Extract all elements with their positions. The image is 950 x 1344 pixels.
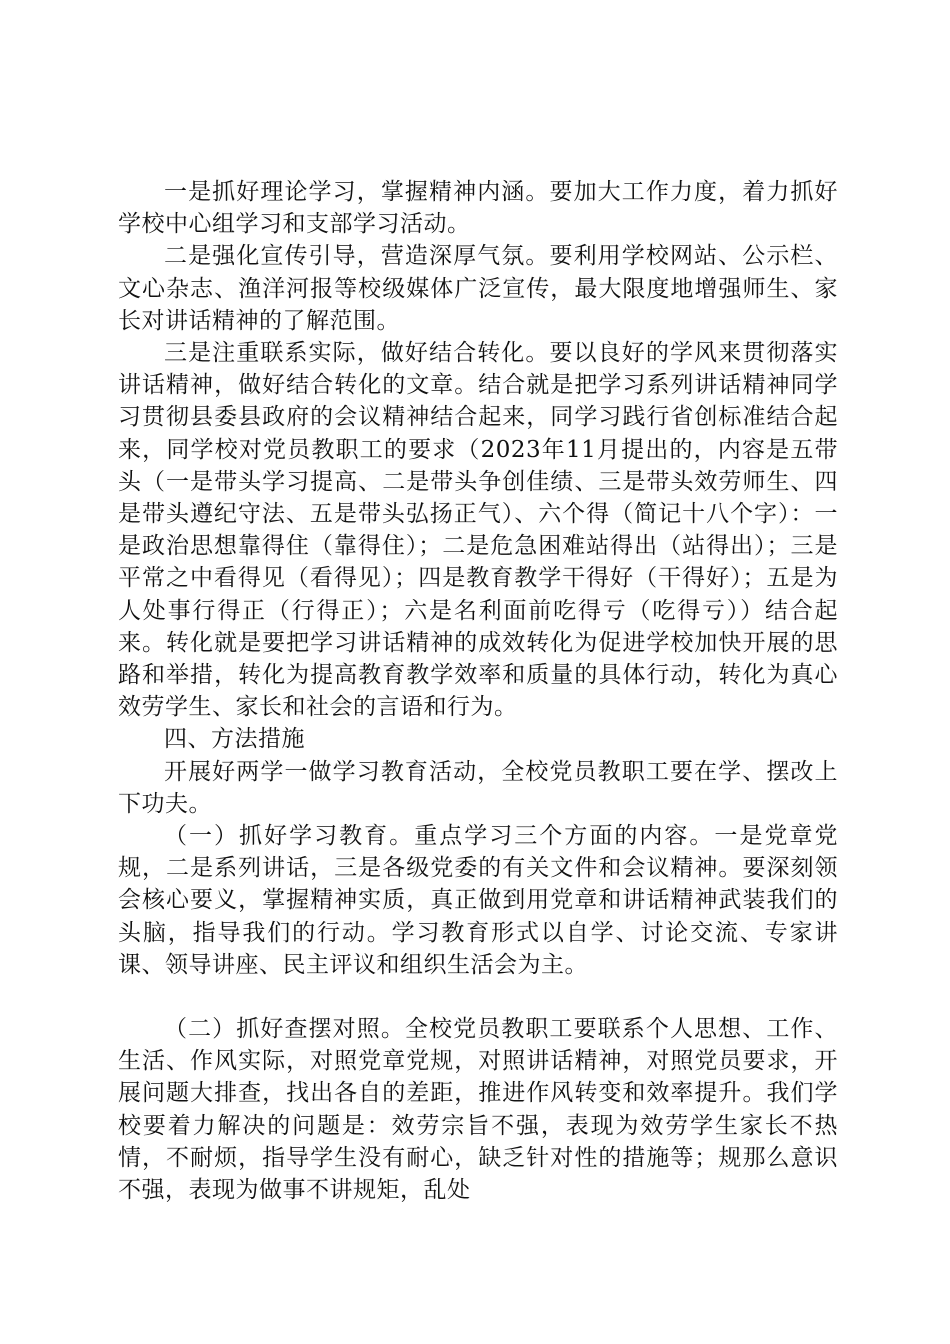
paragraph-study-education: （一）抓好学习教育。重点学习三个方面的内容。一是党章党规，二是系列讲话，三是各级党委的有关文件和会议精神。要深刻领会核心要义，掌握精神实质，真正做到用党章和讲话精神武装我们的头脑，指导我们的行动。学习教育形式以自学、讨论交流、专家讲课、领导讲座、民主评议和组织生活会为主。 — [118, 823, 838, 978]
document-body — [118, 176, 838, 1206]
paragraph-gap — [118, 981, 838, 1013]
section-heading-methods: 四、方法措施 — [164, 726, 305, 753]
paragraph-self-examination: （二）抓好查摆对照。全校党员教职工要联系个人思想、工作、生活、作风实际，对照党章党规，对照讲话精神，对照党员要求，开展问题大排查，找出各自的差距，推进作风转变和效率提升。我们学校要着力解决的问题是：效劳宗旨不强，表现为效劳学生家长不热情，不耐烦，指导学生没有耐心，缺乏针对性的措施等；规那么意识不强，表现为做事不讲规矩，乱处 — [118, 1016, 838, 1204]
paragraph-theory-study: 一是抓好理论学习，掌握精神内涵。要加大工作力度，着力抓好学校中心组学习和支部学习活动。 — [118, 179, 838, 238]
paragraph-publicity: 二是强化宣传引导，营造深厚气氛。要利用学校网站、公示栏、文心杂志、渔洋河报等校级媒体广泛宣传，最大限度地增强师生、家长对讲话精神的了解范围。 — [118, 243, 838, 334]
paragraph-methods-intro: 开展好两学一做学习教育活动，全校党员教职工要在学、摆改上下功夫。 — [118, 758, 838, 817]
paragraph-practice-integration: 三是注重联系实际，做好结合转化。要以良好的学风来贯彻落实讲话精神，做好结合转化的文章。结合就是把学习系列讲话精神同学习贯彻县委县政府的会议精神结合起来，同学习践行省创标准结合起来，同学校对党员教职工的要求（2023年11月提出的，内容是五带头（一是带头学习提高、二是带头争创佳绩、三是带头效劳师生、四是带头遵纪守法、五是带头弘扬正气）、六个得（简记十八个字）：一是政治思想靠得住（靠得住）；二是危急困难站得出（站得出）；三是平常之中看得见（看得见）；四是教育教学干得好（干得好）；五是为人处事行得正（行得正）；六是名利面前吃得亏（吃得亏））结合起来。转化就是要把学习讲话精神的成效转化为促进学校加快开展的思路和举措，转化为提高教育教学效率和质量的具体行动，转化为真心效劳学生、家长和社会的言语和行为。 — [118, 340, 838, 721]
